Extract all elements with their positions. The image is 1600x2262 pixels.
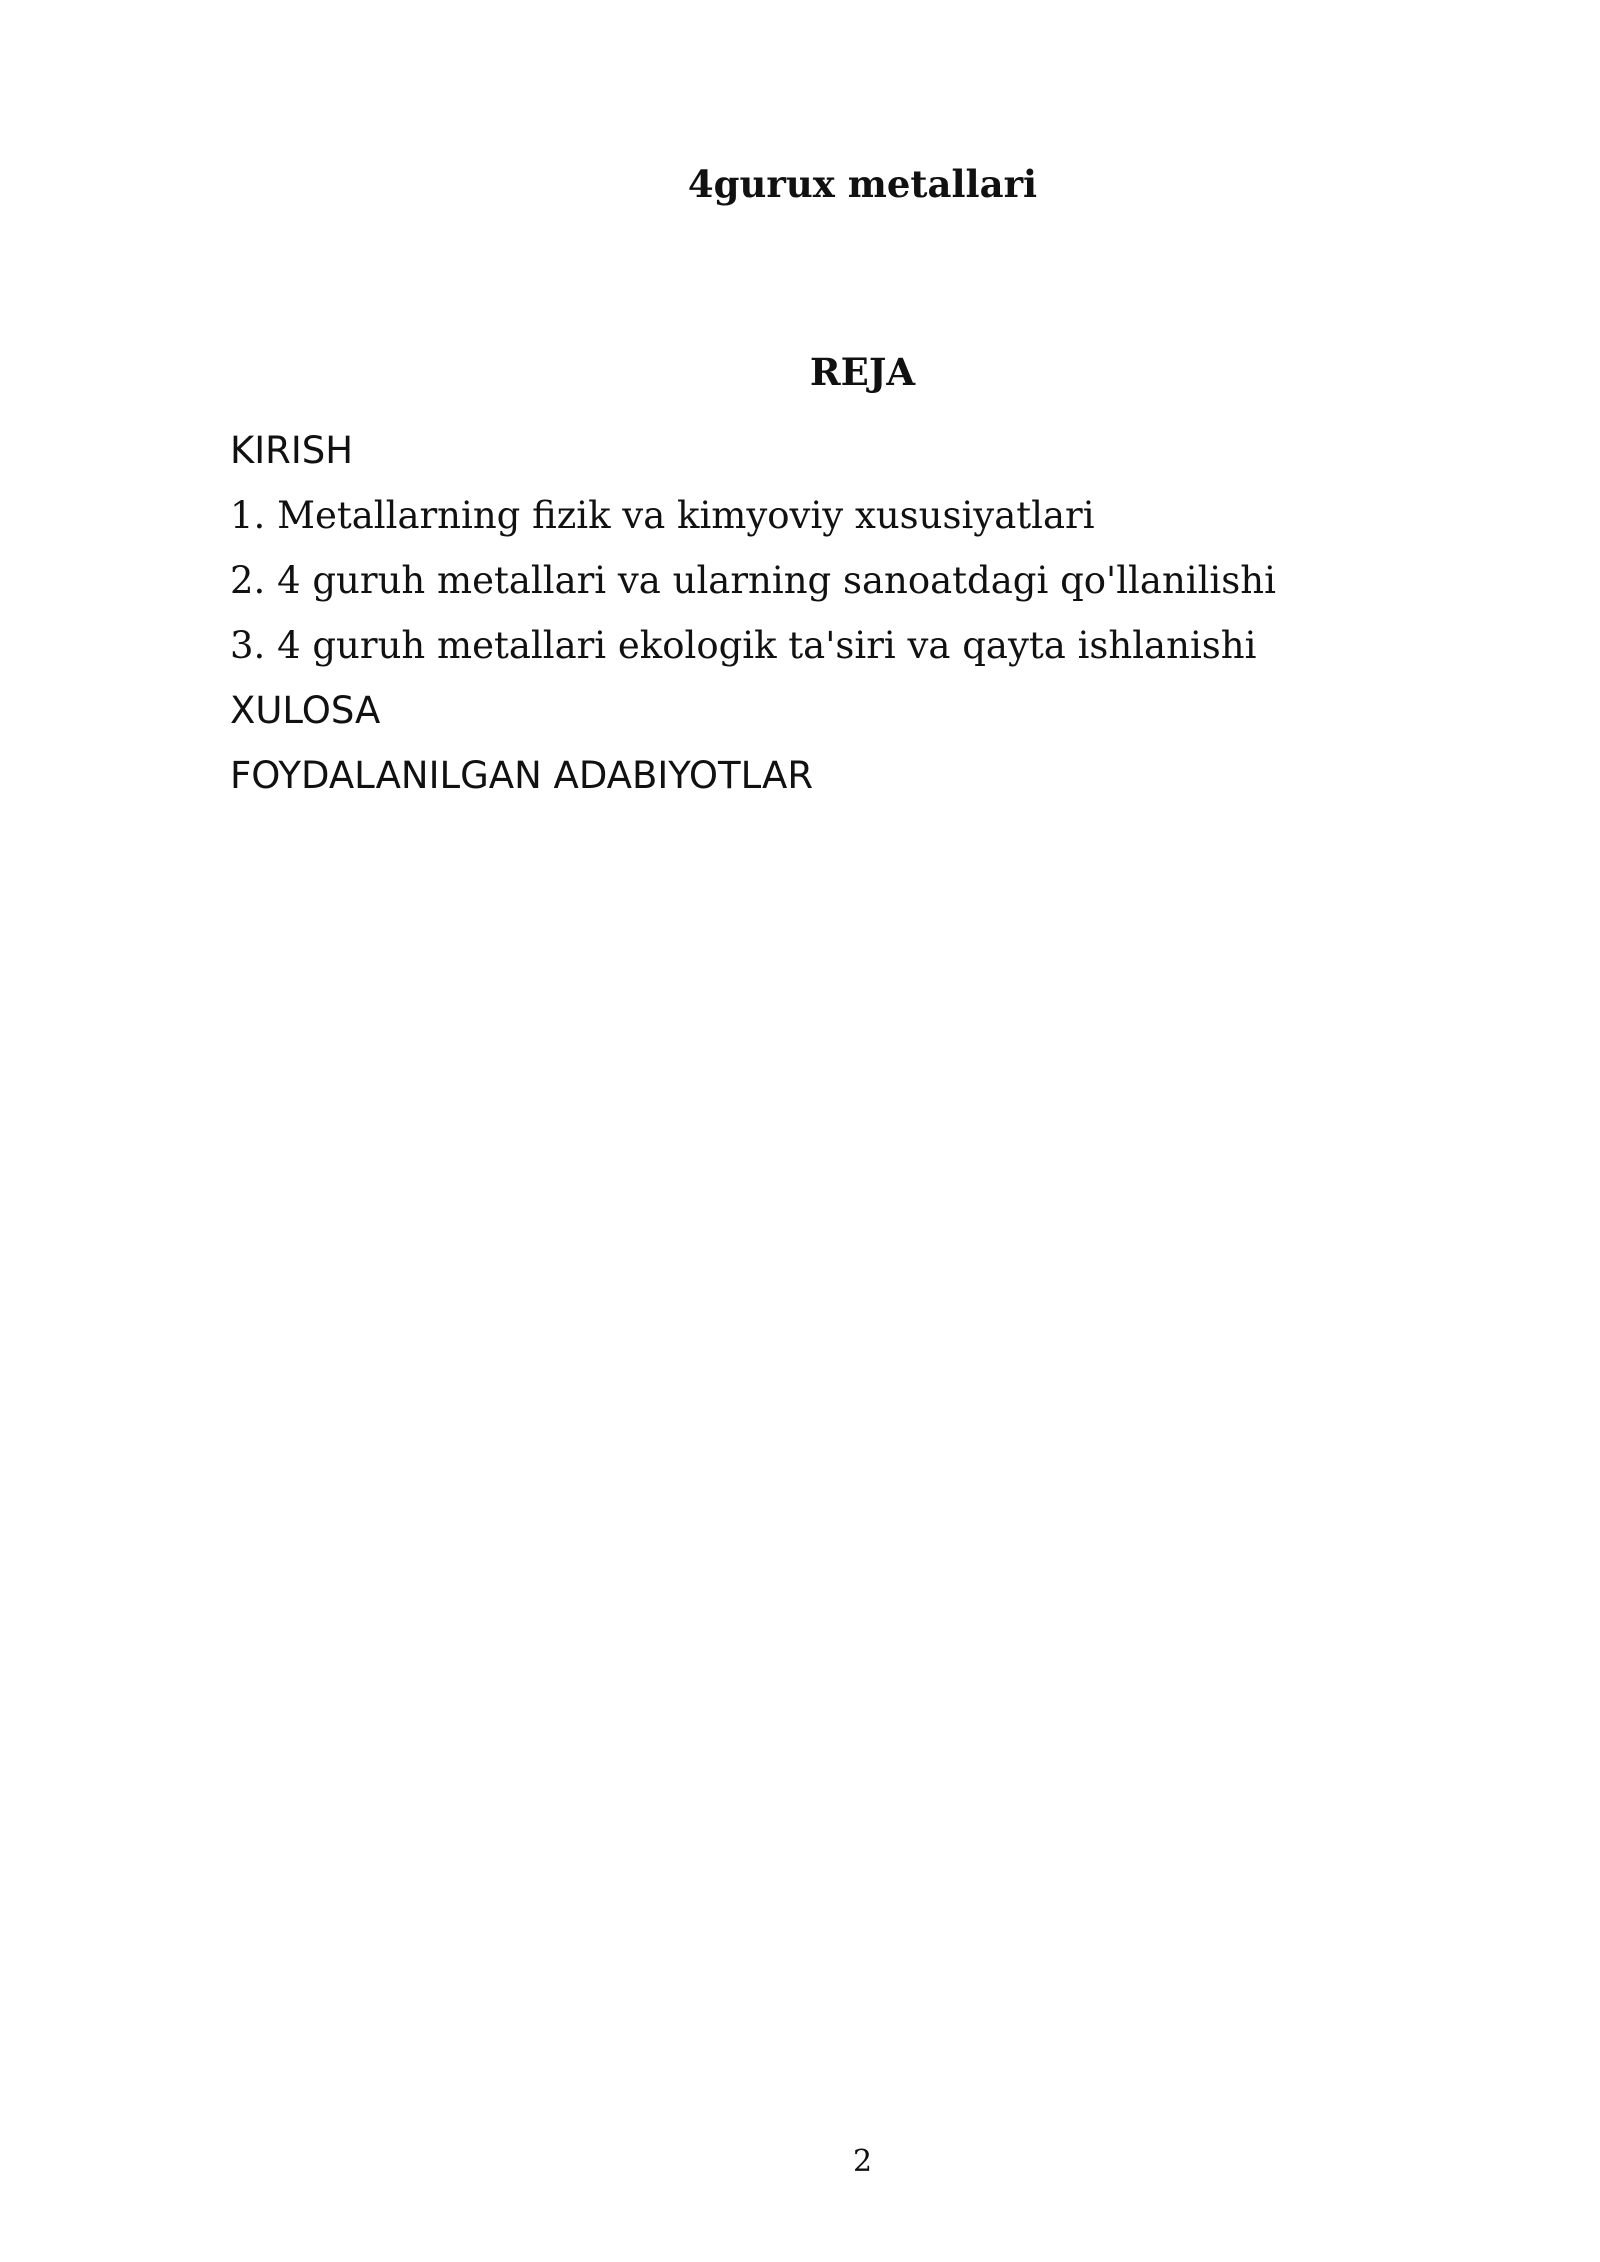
plan-item-3: 3. 4 guruh metallari ekologik ta'siri va qayta ishlanishi bbox=[230, 624, 1257, 667]
page-number: 2 bbox=[852, 2144, 873, 2179]
plan-item-references: FOYDALANILGAN ADABIYOTLAR bbox=[230, 754, 814, 797]
document-title: 4gurux metallari bbox=[687, 162, 1038, 206]
plan-item-introduction: KIRISH bbox=[230, 429, 354, 472]
plan-item-conclusion: XULOSA bbox=[230, 689, 381, 732]
plan-heading: REJA bbox=[809, 350, 916, 394]
plan-list bbox=[230, 418, 1430, 808]
plan-item-1: 1. Metallarning fizik va kimyoviy xususiyatlari bbox=[230, 494, 1095, 537]
plan-item-2: 2. 4 guruh metallari va ularning sanoatdagi qo'llanilishi bbox=[230, 559, 1276, 602]
